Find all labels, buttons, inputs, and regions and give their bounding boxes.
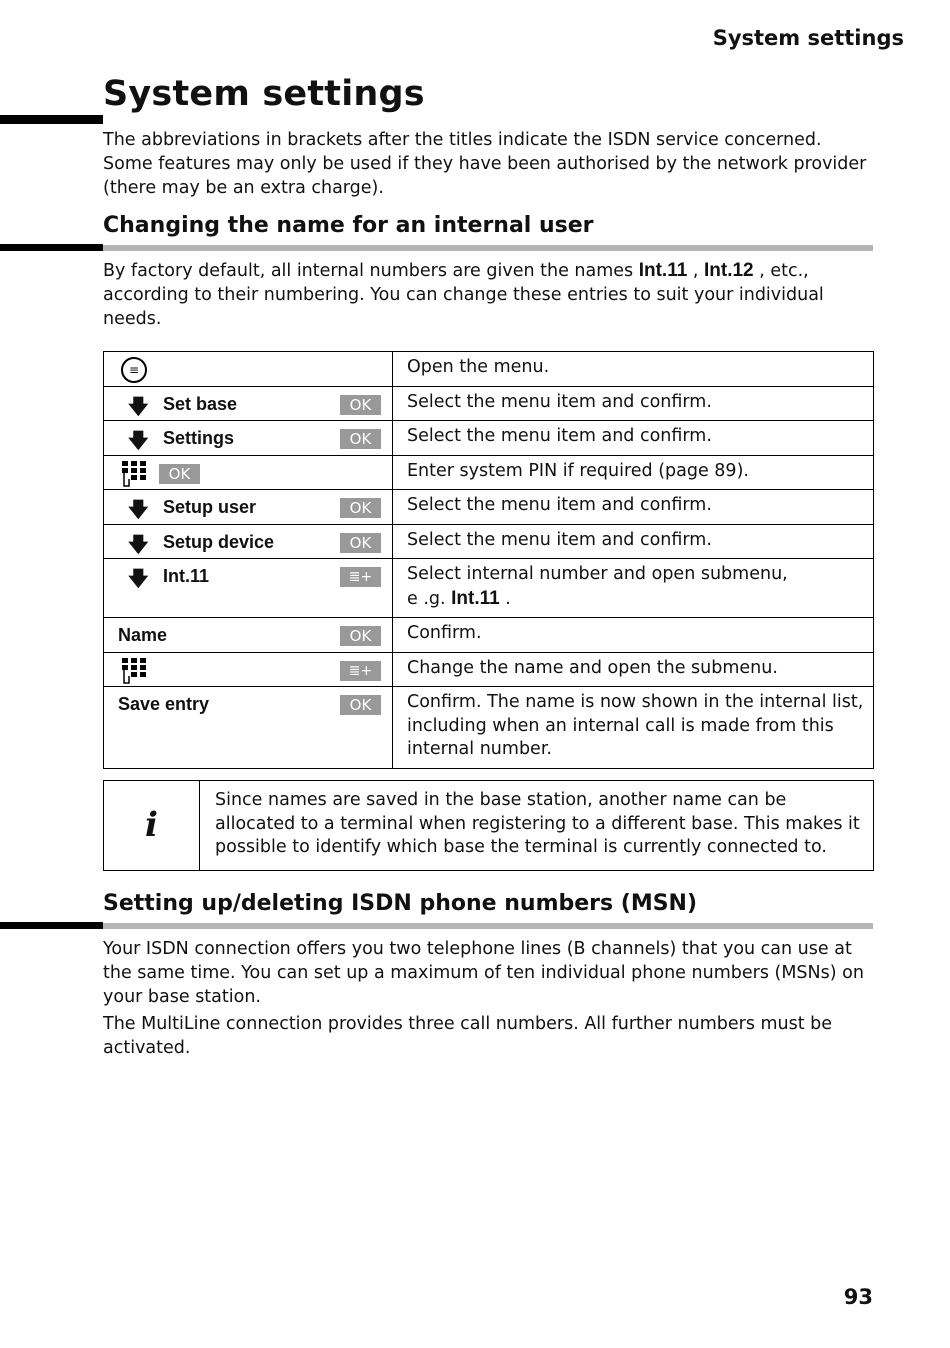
ui-name-int11: Int.11 <box>638 260 688 281</box>
step-label: Name <box>118 625 168 645</box>
down-arrow-icon: 🡇 <box>128 497 149 521</box>
step-description: Select the menu item and confirm. <box>393 421 874 456</box>
table-row <box>104 652 874 687</box>
title-marker-bar <box>0 115 103 124</box>
section-marker-bar <box>0 922 103 929</box>
step-description: Confirm. <box>393 618 874 653</box>
step-description: Select internal number and open submenu, e .g. Int.11 . <box>393 559 874 618</box>
step-description: Change the name and open the submenu. <box>393 652 874 687</box>
page-number: 93 <box>843 1285 873 1309</box>
step-label: Settings <box>163 428 235 448</box>
ok-key-icon: OK <box>340 626 381 646</box>
section-heading-msn: Setting up/deleting ISDN phone numbers (MSN) <box>103 891 698 916</box>
ui-name-int12: Int.12 <box>704 260 754 281</box>
down-arrow-icon: 🡇 <box>128 428 149 452</box>
section-rule <box>103 923 873 929</box>
down-arrow-icon: 🡇 <box>128 531 149 556</box>
step-description: Open the menu. <box>393 352 874 387</box>
steps-table <box>103 351 874 769</box>
table-row <box>104 421 874 456</box>
section2-paragraph-2: The MultiLine connection provides three call numbers. All further numbers must be activated. <box>103 1014 833 1058</box>
step-description: Select the menu item and confirm. <box>393 386 874 421</box>
down-arrow-icon: 🡇 <box>128 566 149 590</box>
ok-key-icon: OK <box>340 695 381 715</box>
submenu-key-icon: ≣+ <box>340 567 381 587</box>
table-row <box>104 524 874 559</box>
step-description: Enter system PIN if required (page 89). <box>393 455 874 490</box>
step-label: Int.11 <box>163 566 210 586</box>
keypad-icon <box>120 656 154 686</box>
menu-key-icon: ≡ <box>121 357 147 383</box>
table-row <box>104 386 874 421</box>
section-heading-internal-user: Changing the name for an internal user <box>103 213 594 238</box>
step-label: Save entry <box>118 694 210 714</box>
step-label: Set base <box>163 393 238 414</box>
info-icon: i <box>104 781 200 870</box>
ok-key-icon: OK <box>340 395 381 415</box>
table-row <box>104 687 874 769</box>
ok-key-icon: OK <box>340 429 381 449</box>
step-label: Setup user <box>163 497 257 517</box>
step-label: Setup device <box>163 531 275 552</box>
down-arrow-icon: 🡇 <box>128 393 149 418</box>
ok-key-icon: OK <box>340 533 381 553</box>
table-row <box>104 559 874 618</box>
submenu-key-icon: ≣+ <box>340 661 381 681</box>
running-header: System settings <box>712 26 904 50</box>
section2-paragraph-1: Your ISDN connection offers you two telephone lines (B channels) that you can use at the same time. You can set up a maximum of ten individual phone numbers (MSNs) on your base station. <box>103 939 864 1007</box>
table-row <box>104 455 874 490</box>
ok-key-icon: OK <box>340 498 381 518</box>
table-row <box>104 618 874 653</box>
intro-paragraph: The abbreviations in brackets after the titles indicate the ISDN service concerned. Some features may only be used if they have been authorised by the network provider (there may be an extra charge). <box>103 130 867 198</box>
ok-key-icon: OK <box>159 464 200 484</box>
section-rule <box>103 245 873 251</box>
step-description: Select the menu item and confirm. <box>393 524 874 559</box>
info-text: Since names are saved in the base station, another name can be allocated to a terminal when registering to a different base. This makes it possible to identify which base the terminal is currently connected to. <box>215 790 860 857</box>
page-title: System settings <box>103 74 425 114</box>
keypad-icon <box>120 459 154 489</box>
step-description: Select the menu item and confirm. <box>393 490 874 525</box>
step-description: Confirm. The name is now shown in the internal list, including when an internal call is made from this internal number. <box>393 687 874 769</box>
section-marker-bar <box>0 244 103 251</box>
section1-paragraph: By factory default, all internal numbers are given the names Int.11 , Int.12 , etc., according to their numbering. You can change these entries to suit your individual needs. <box>103 260 824 329</box>
table-row <box>104 490 874 525</box>
table-row <box>104 352 874 387</box>
info-note <box>103 780 874 871</box>
